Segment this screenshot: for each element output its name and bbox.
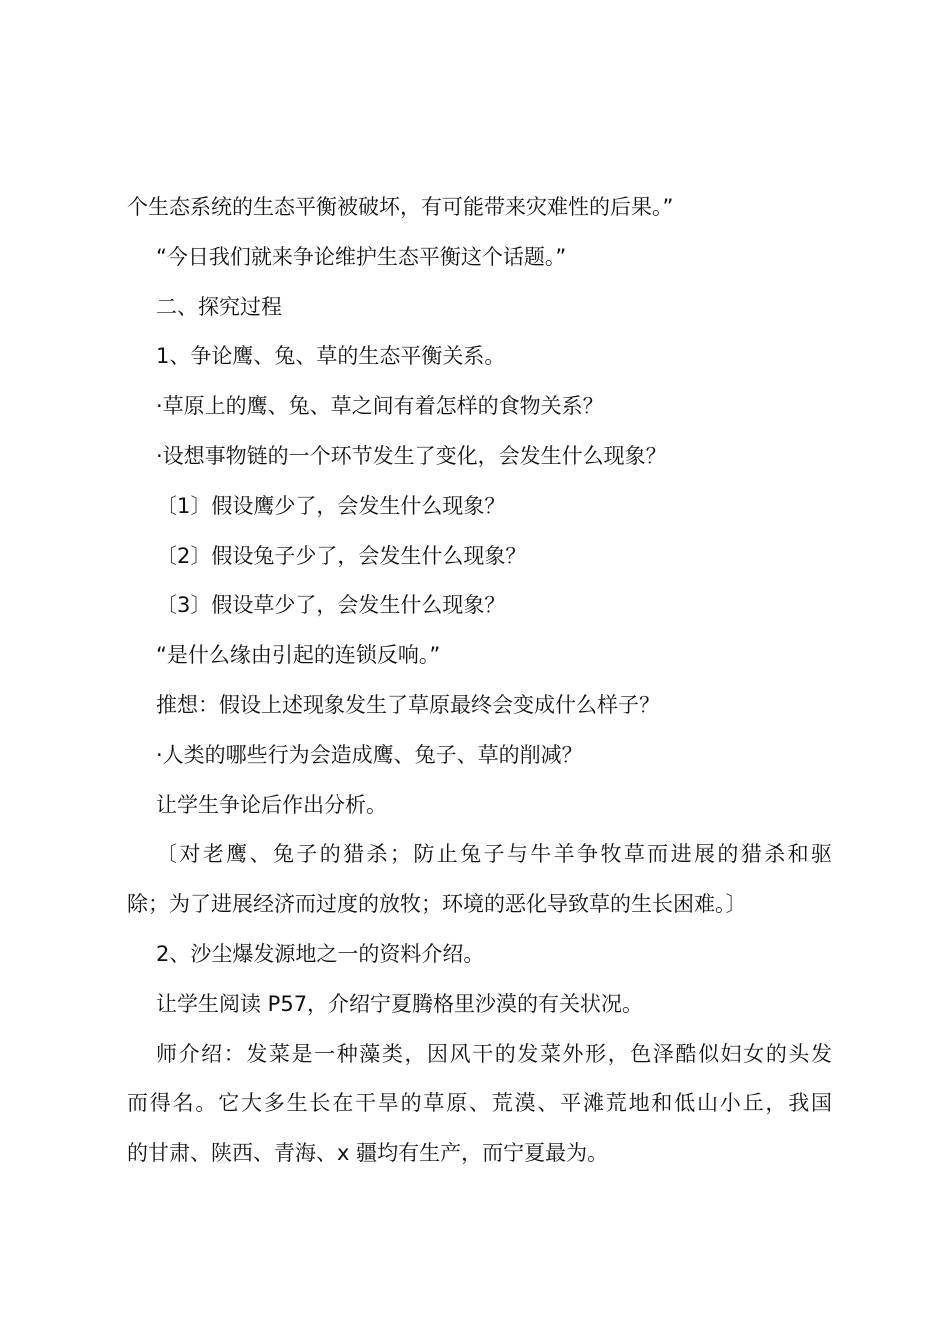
analysis-line-2: 除；为了进展经济而过度的放牧；环境的恶化导致草的生长困难。〕	[127, 892, 747, 917]
numbered-question-3: 〔3〕假设草少了，会发生什么现象？	[156, 593, 506, 618]
paragraph-line-1: 个生态系统的生态平衡被破坏，有可能带来灾难性的后果。”	[127, 195, 674, 219]
numbered-question-2: 〔2〕假设兔子少了，会发生什么现象？	[156, 543, 527, 568]
paragraph-line-2: “今日我们就来争论维护生态平衡这个话题。”	[156, 244, 567, 269]
document-body	[127, 183, 832, 1179]
subsection-heading-2: 2、沙尘爆发源地之一的资料介绍。	[156, 941, 485, 966]
teacher-intro-line-3: 的甘肃、陕西、青海、x 疆均有生产，而宁夏最为。	[127, 1141, 609, 1166]
quote-line: “是什么缘由引起的连锁反响。”	[156, 643, 441, 668]
bullet-question-3: ·人类的哪些行为会造成鹰、兔子、草的削减？	[156, 742, 583, 767]
bullet-question-1: ·草原上的鹰、兔、草之间有着怎样的食物关系？	[156, 394, 604, 419]
section-heading: 二、探究过程	[156, 294, 282, 319]
instruction-line: 让学生争论后作出分析。	[156, 792, 387, 817]
inference-line: 推想：假设上述现象发生了草原最终会变成什么样子？	[156, 692, 660, 717]
reading-instruction: 让学生阅读 P57，介绍宁夏腾格里沙漠的有关状况。	[156, 991, 644, 1016]
subsection-heading-1: 1、争论鹰、兔、草的生态平衡关系。	[156, 344, 506, 369]
teacher-intro-line-2: 而得名。它大多生长在干旱的草原、荒漠、平滩荒地和低山小丘，我国	[127, 1091, 832, 1116]
numbered-question-1: 〔1〕假设鹰少了，会发生什么现象？	[156, 493, 506, 518]
bullet-question-2: ·设想事物链的一个环节发生了变化，会发生什么现象？	[156, 443, 667, 468]
teacher-intro-line-1: 师介绍：发菜是一种藻类，因风干的发菜外形，色泽酷似妇女的头发	[156, 1041, 832, 1066]
analysis-line-1: 〔对老鹰、兔子的猎杀；防止兔子与牛羊争牧草而进展的猎杀和驱	[156, 842, 832, 867]
